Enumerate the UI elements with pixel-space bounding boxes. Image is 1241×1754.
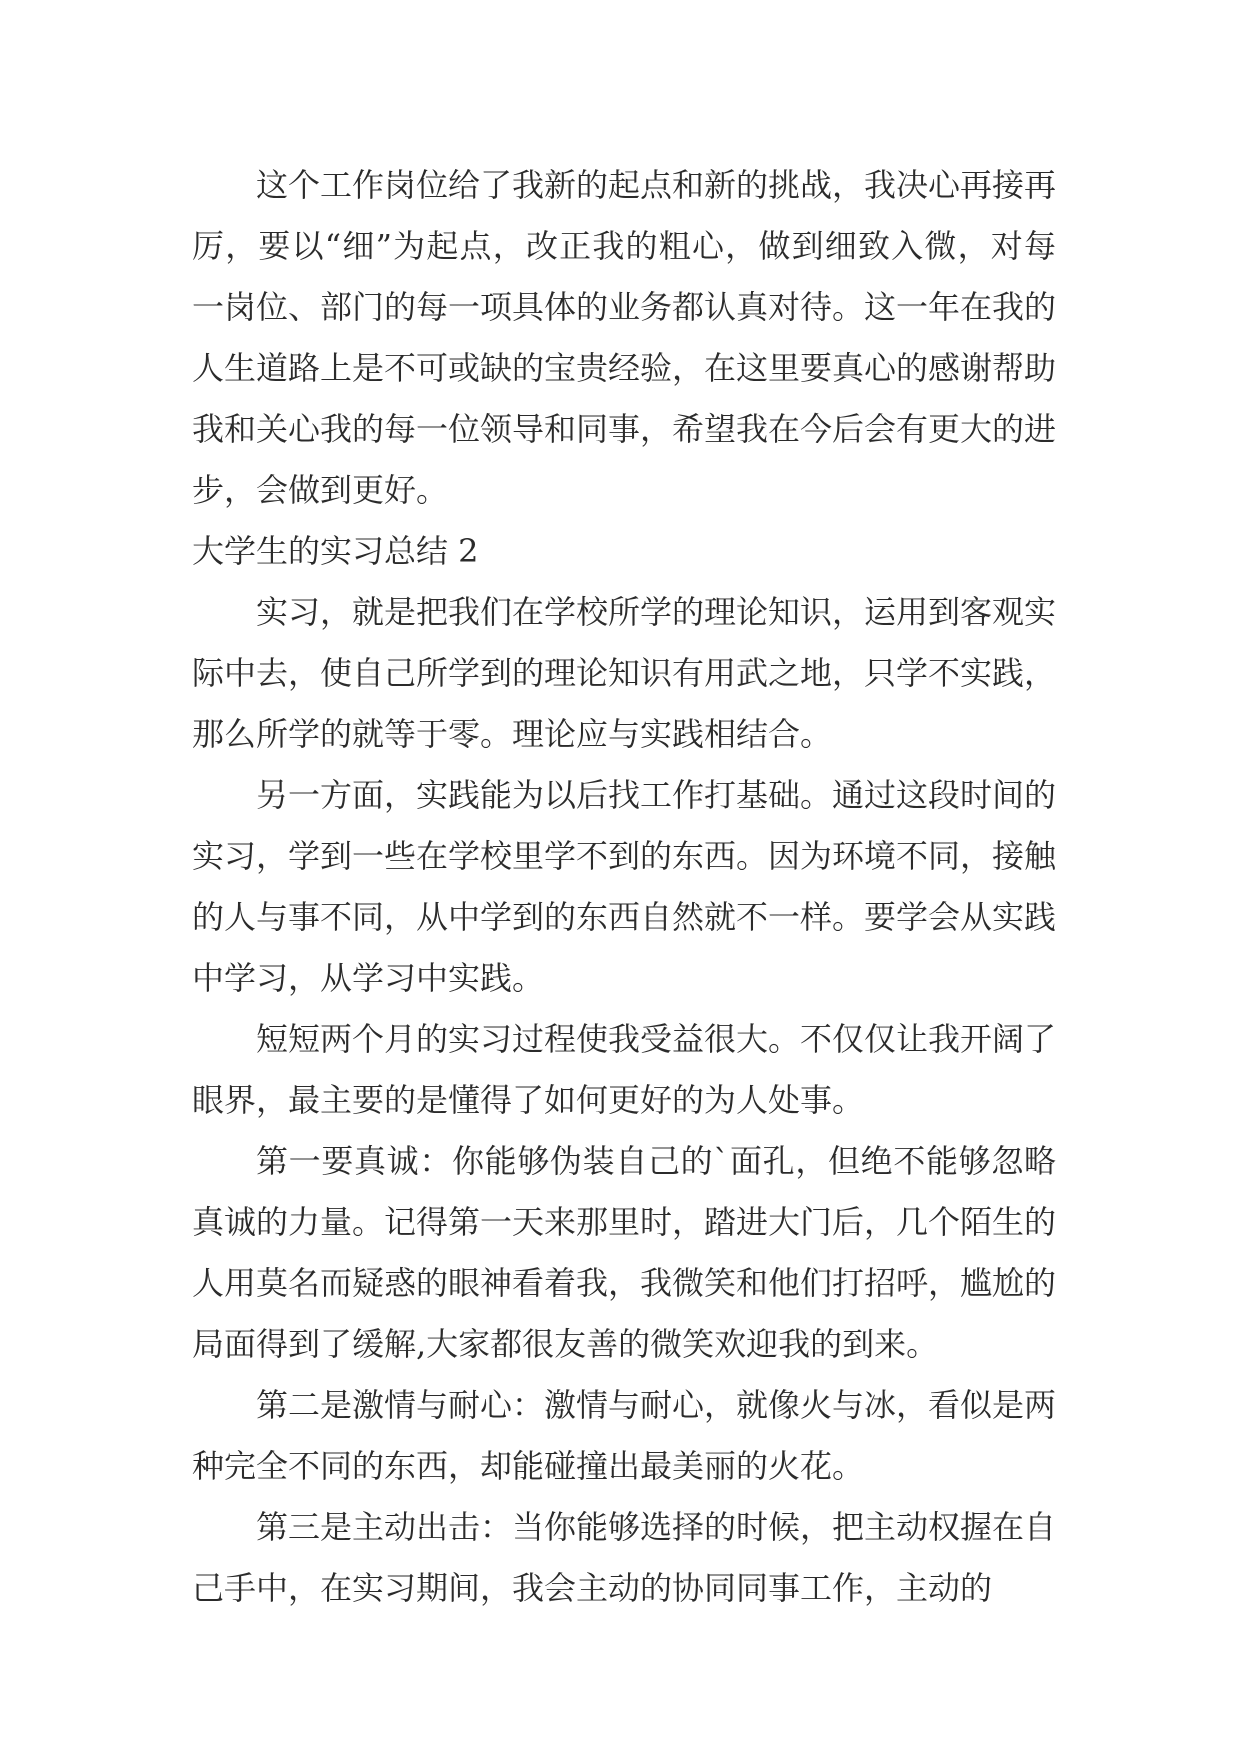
document-body <box>192 155 1056 1619</box>
paragraph-internship-definition: 实习，就是把我们在学校所学的理论知识，运用到客观实际中去，使自己所学到的理论知识有用武之地，只学不实践，那么所学的就等于零。理论应与实践相结合。 <box>192 593 1057 753</box>
paragraph-practice-foundation: 另一方面，实践能为以后找工作打基础。通过这段时间的实习，学到一些在学校里学不到的东西。因为环境不同，接触的人与事不同，从中学到的东西自然就不一样。要学会从实践中学习，从学习中实践。 <box>192 776 1057 997</box>
section-heading: 大学生的实习总结 2 <box>192 532 479 570</box>
paragraph-sincerity: 第一要真诚：你能够伪装自己的`面孔，但绝不能够忽略真诚的力量。记得第一天来那里时，踏进大门后，几个陌生的人用莫名而疑惑的眼神看着我，我微笑和他们打招呼，尴尬的局面得到了缓解,大家都很友善的微笑欢迎我的到来。 <box>192 1142 1057 1363</box>
paragraph-passion-patience: 第二是激情与耐心：激情与耐心，就像火与冰，看似是两种完全不同的东西，却能碰撞出最美丽的火花。 <box>192 1386 1057 1485</box>
paragraph-two-months: 短短两个月的实习过程使我受益很大。不仅仅让我开阔了眼界，最主要的是懂得了如何更好的为人处事。 <box>192 1020 1057 1119</box>
paragraph-conclusion: 这个工作岗位给了我新的起点和新的挑战，我决心再接再厉，要以“细”为起点，改正我的粗心，做到细致入微，对每一岗位、部门的每一项具体的业务都认真对待。这一年在我的人生道路上是不可或缺的宝贵经验，在这里要真心的感谢帮助我和关心我的每一位领导和同事，希望我在今后会有更大的进步，会做到更好。 <box>192 166 1057 509</box>
paragraph-take-initiative: 第三是主动出击：当你能够选择的时候，把主动权握在自己手中，在实习期间，我会主动的协同同事工作，主动的 <box>192 1508 1057 1607</box>
